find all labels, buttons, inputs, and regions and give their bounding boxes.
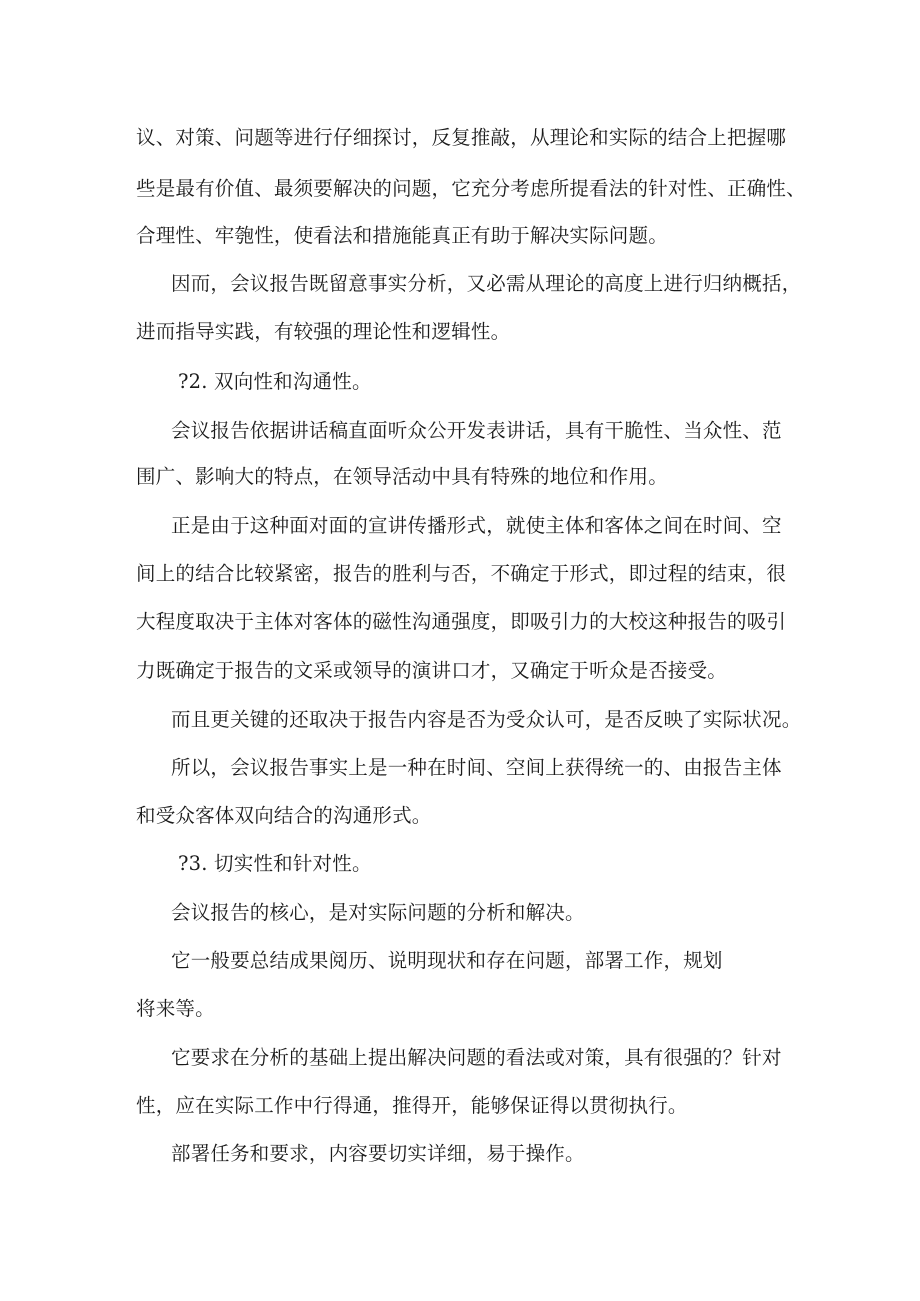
section-heading: ?3. 切实性和针对性。 bbox=[178, 852, 372, 875]
text-line: 部署任务和要求，内容要切实详细，易于操作。 bbox=[171, 1142, 585, 1165]
text-line: 些是最有价值、最须要解决的问题，它充分考虑所提看法的针对性、正确性、 bbox=[136, 177, 806, 200]
text-line: 将来等。 bbox=[136, 997, 215, 1020]
text-line: 会议报告依据讲话稿直面听众公开发表讲话，具有干脆性、当众性、范 bbox=[171, 419, 782, 442]
text-line: 围广、影响大的特点，在领导活动中具有特殊的地位和作用。 bbox=[136, 465, 668, 488]
text-line: 和受众客体双向结合的沟通形式。 bbox=[136, 804, 432, 827]
text-line: 它要求在分析的基础上提出解决问题的看法或对策，具有很强的？针对 bbox=[171, 1046, 782, 1069]
text-line: 议、对策、问题等进行仔细探讨，反复推敲，从理论和实际的结合上把握哪 bbox=[136, 126, 787, 149]
text-line: 性，应在实际工作中行得通，推得开，能够保证得以贯彻执行。 bbox=[136, 1094, 688, 1117]
text-line: 大程度取决于主体对客体的磁性沟通强度，即吸引力的大校这种报告的吸引 bbox=[136, 610, 787, 633]
text-line: 它一般要总结成果阅历、说明现状和存在问题，部署工作，规划 bbox=[171, 949, 723, 972]
section-heading: ?2. 双向性和沟通性。 bbox=[178, 370, 372, 393]
text-line: 因而，会议报告既留意事实分析，又必需从理论的高度上进行归纳概括， bbox=[171, 272, 802, 295]
text-line: 所以，会议报告事实上是一种在时间、空间上获得统一的、由报告主体 bbox=[171, 756, 782, 779]
text-line: 间上的结合比较紧密，报告的胜利与否，不确定于形式，即过程的结束，很 bbox=[136, 562, 787, 585]
text-line: 合理性、牢匏性，使看法和措施能真正有助于解决实际问题。 bbox=[136, 224, 668, 247]
text-line: 会议报告的核心，是对实际问题的分析和解决。 bbox=[171, 901, 585, 924]
text-line: 力既确定于报告的文采或领导的演讲口才，又确定于听众是否接受。 bbox=[136, 659, 728, 682]
text-line: 进而指导实践，有较强的理论性和逻辑性。 bbox=[136, 320, 511, 343]
text-line: 正是由于这种面对面的宣讲传播形式，就使主体和客体之间在时间、空 bbox=[171, 514, 782, 537]
text-line: 而且更关键的还取决于报告内容是否为受众认可，是否反映了实际状况。 bbox=[171, 708, 802, 731]
